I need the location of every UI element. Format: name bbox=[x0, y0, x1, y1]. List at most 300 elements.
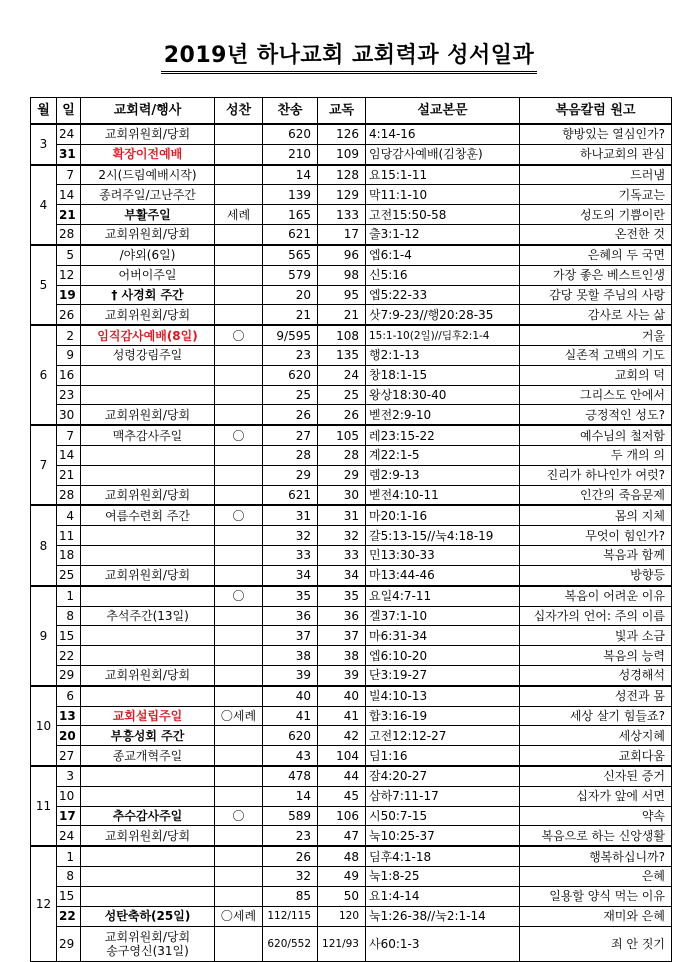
day-cell: 7 bbox=[57, 165, 81, 185]
hymn-cell: 29 bbox=[263, 465, 318, 485]
responsive-reading-cell: 104 bbox=[318, 746, 366, 766]
sermon-text-cell: 벧전2:9-10 bbox=[366, 405, 520, 425]
day-cell: 13 bbox=[57, 706, 81, 726]
day-cell: 16 bbox=[57, 365, 81, 385]
sermon-text-cell: 막11:1-10 bbox=[366, 185, 520, 205]
hymn-cell: 14 bbox=[263, 786, 318, 806]
column-title-cell: 빛과 소금 bbox=[520, 626, 672, 646]
day-cell: 23 bbox=[57, 385, 81, 405]
responsive-reading-cell: 31 bbox=[318, 505, 366, 525]
day-cell: 21 bbox=[57, 465, 81, 485]
column-title-cell: 예수님의 철저함 bbox=[520, 425, 672, 445]
column-title-cell: 가장 좋은 베스트인생 bbox=[520, 265, 672, 285]
day-cell: 29 bbox=[57, 665, 81, 685]
hymn-cell: 43 bbox=[263, 746, 318, 766]
responsive-reading-cell: 41 bbox=[318, 706, 366, 726]
table-row bbox=[31, 446, 672, 466]
sermon-text-cell: 마6:31-34 bbox=[366, 626, 520, 646]
column-title-cell: 두 개의 의 bbox=[520, 446, 672, 466]
sermon-text-cell: 요1:4-14 bbox=[366, 886, 520, 906]
hymn-cell: 35 bbox=[263, 586, 318, 606]
event-cell: 추수감사주일 bbox=[81, 806, 215, 826]
sacrament-cell bbox=[215, 345, 263, 365]
sacrament-cell bbox=[215, 546, 263, 566]
event-cell bbox=[81, 365, 215, 385]
header-school: 교독 bbox=[318, 98, 366, 125]
day-cell: 10 bbox=[57, 786, 81, 806]
event-cell: 성탄축하(25일) bbox=[81, 906, 215, 926]
hymn-cell: 41 bbox=[263, 706, 318, 726]
responsive-reading-cell: 108 bbox=[318, 325, 366, 345]
hymn-cell: 620 bbox=[263, 124, 318, 144]
sacrament-cell bbox=[215, 124, 263, 144]
hymn-cell: 621 bbox=[263, 485, 318, 505]
day-cell: 25 bbox=[57, 565, 81, 585]
table-row bbox=[31, 646, 672, 666]
table-row bbox=[31, 786, 672, 806]
hymn-cell: 621 bbox=[263, 225, 318, 245]
responsive-reading-cell: 32 bbox=[318, 526, 366, 546]
day-cell: 20 bbox=[57, 726, 81, 746]
hymn-cell: 565 bbox=[263, 245, 318, 265]
responsive-reading-cell: 47 bbox=[318, 826, 366, 846]
hymn-cell: 23 bbox=[263, 826, 318, 846]
hymn-cell: 620 bbox=[263, 726, 318, 746]
column-title-cell: 성경해석 bbox=[520, 665, 672, 685]
event-cell: 종려주일/고난주간 bbox=[81, 185, 215, 205]
column-title-cell: 방향등 bbox=[520, 565, 672, 585]
table-row bbox=[31, 245, 672, 265]
column-title-cell: 드러냄 bbox=[520, 165, 672, 185]
sermon-text-cell: 임당감사예배(김창훈) bbox=[366, 144, 520, 164]
day-cell: 5 bbox=[57, 245, 81, 265]
column-title-cell: 성전과 몸 bbox=[520, 686, 672, 706]
sermon-text-cell: 딤1:16 bbox=[366, 746, 520, 766]
day-cell: 27 bbox=[57, 746, 81, 766]
day-cell: 28 bbox=[57, 485, 81, 505]
column-title-cell: 감사로 사는 삶 bbox=[520, 305, 672, 325]
sacrament-cell bbox=[215, 144, 263, 164]
event-cell: 교회위원회/당회 bbox=[81, 565, 215, 585]
day-cell: 8 bbox=[57, 606, 81, 626]
sermon-text-cell: 잠4:20-27 bbox=[366, 766, 520, 786]
table-row bbox=[31, 806, 672, 826]
responsive-reading-cell: 129 bbox=[318, 185, 366, 205]
sacrament-cell bbox=[215, 265, 263, 285]
day-cell: 15 bbox=[57, 626, 81, 646]
event-cell: 교회위원회/당회 bbox=[81, 225, 215, 245]
sermon-text-cell: 시50:7-15 bbox=[366, 806, 520, 826]
column-title-cell: 복음의 능력 bbox=[520, 646, 672, 666]
title-wrap bbox=[0, 42, 698, 74]
header-event: 교회력/행사 bbox=[81, 98, 215, 125]
day-cell: 1 bbox=[57, 586, 81, 606]
sermon-text-cell: 빌4:10-13 bbox=[366, 686, 520, 706]
sacrament-cell bbox=[215, 245, 263, 265]
responsive-reading-cell: 95 bbox=[318, 285, 366, 305]
table-row bbox=[31, 726, 672, 746]
hymn-cell: 579 bbox=[263, 265, 318, 285]
table-row bbox=[31, 686, 672, 706]
table-row bbox=[31, 144, 672, 164]
column-title-cell: 인간의 죽음문제 bbox=[520, 485, 672, 505]
event-cell: 교회위원회/당회 bbox=[81, 124, 215, 144]
sacrament-cell bbox=[215, 565, 263, 585]
month-cell: 8 bbox=[31, 505, 57, 585]
table-row bbox=[31, 886, 672, 906]
column-title-cell: 십자가 앞에 서면 bbox=[520, 786, 672, 806]
event-cell: 어버이주일 bbox=[81, 265, 215, 285]
column-title-cell: 그리스도 안에서 bbox=[520, 385, 672, 405]
sacrament-cell bbox=[215, 886, 263, 906]
sacrament-cell bbox=[215, 465, 263, 485]
hymn-cell: 39 bbox=[263, 665, 318, 685]
column-title-cell: 행복하십니까? bbox=[520, 846, 672, 866]
responsive-reading-cell: 106 bbox=[318, 806, 366, 826]
hymn-cell: 25 bbox=[263, 385, 318, 405]
sacrament-cell: 〇 bbox=[215, 505, 263, 525]
sermon-text-cell: 마20:1-16 bbox=[366, 505, 520, 525]
sacrament-cell bbox=[215, 726, 263, 746]
sermon-text-cell: 딤후4:1-18 bbox=[366, 846, 520, 866]
responsive-reading-cell: 17 bbox=[318, 225, 366, 245]
sermon-text-cell: 행2:1-13 bbox=[366, 345, 520, 365]
sacrament-cell bbox=[215, 225, 263, 245]
sermon-text-cell: 고전15:50-58 bbox=[366, 205, 520, 225]
header-sacrament: 성찬 bbox=[215, 98, 263, 125]
table-row bbox=[31, 565, 672, 585]
event-cell: 교회설립주일 bbox=[81, 706, 215, 726]
sermon-text-cell: 엡6:1-4 bbox=[366, 245, 520, 265]
sermon-text-cell: 레23:15-22 bbox=[366, 425, 520, 445]
sacrament-cell bbox=[215, 786, 263, 806]
table-row bbox=[31, 706, 672, 726]
responsive-reading-cell: 48 bbox=[318, 846, 366, 866]
column-title-cell: 일용할 양식 먹는 이유 bbox=[520, 886, 672, 906]
day-cell: 7 bbox=[57, 425, 81, 445]
event-cell: 교회위원회/당회 송구영신(31일) bbox=[81, 926, 215, 961]
sermon-text-cell: 합3:16-19 bbox=[366, 706, 520, 726]
responsive-reading-cell: 28 bbox=[318, 446, 366, 466]
hymn-cell: 210 bbox=[263, 144, 318, 164]
hymn-cell: 85 bbox=[263, 886, 318, 906]
sermon-text-cell: 눅1:8-25 bbox=[366, 867, 520, 887]
day-cell: 12 bbox=[57, 265, 81, 285]
table-row bbox=[31, 906, 672, 926]
event-cell bbox=[81, 446, 215, 466]
hymn-cell: 31 bbox=[263, 505, 318, 525]
column-title-cell: 온전한 것 bbox=[520, 225, 672, 245]
column-title-cell: 몸의 지체 bbox=[520, 505, 672, 525]
event-cell bbox=[81, 626, 215, 646]
event-cell: 추석주간(13일) bbox=[81, 606, 215, 626]
month-cell: 12 bbox=[31, 846, 57, 961]
sacrament-cell bbox=[215, 867, 263, 887]
day-cell: 6 bbox=[57, 686, 81, 706]
column-title-cell: 죄 안 짓기 bbox=[520, 926, 672, 961]
event-cell: 교회위원회/당회 bbox=[81, 405, 215, 425]
responsive-reading-cell: 45 bbox=[318, 786, 366, 806]
sacrament-cell bbox=[215, 646, 263, 666]
day-cell: 3 bbox=[57, 766, 81, 786]
column-title-cell: 약속 bbox=[520, 806, 672, 826]
table-row bbox=[31, 665, 672, 685]
sermon-text-cell: 계22:1-5 bbox=[366, 446, 520, 466]
table-row bbox=[31, 465, 672, 485]
table-row bbox=[31, 867, 672, 887]
event-cell bbox=[81, 786, 215, 806]
day-cell: 14 bbox=[57, 446, 81, 466]
column-title-cell: 진리가 하나인가 여럿? bbox=[520, 465, 672, 485]
day-cell: 4 bbox=[57, 505, 81, 525]
sermon-text-cell: 눅10:25-37 bbox=[366, 826, 520, 846]
event-cell: 맥추감사주일 bbox=[81, 425, 215, 445]
sacrament-cell bbox=[215, 746, 263, 766]
sacrament-cell bbox=[215, 846, 263, 866]
sermon-text-cell: 고전12:12-27 bbox=[366, 726, 520, 746]
sermon-text-cell: 삼하7:11-17 bbox=[366, 786, 520, 806]
sacrament-cell bbox=[215, 446, 263, 466]
table-row bbox=[31, 345, 672, 365]
day-cell: 22 bbox=[57, 646, 81, 666]
event-cell bbox=[81, 526, 215, 546]
event-cell: † 사경회 주간 bbox=[81, 285, 215, 305]
sermon-text-cell: 단3:19-27 bbox=[366, 665, 520, 685]
sacrament-cell: 〇 bbox=[215, 586, 263, 606]
table-row bbox=[31, 526, 672, 546]
hymn-cell: 26 bbox=[263, 846, 318, 866]
responsive-reading-cell: 42 bbox=[318, 726, 366, 746]
responsive-reading-cell: 44 bbox=[318, 766, 366, 786]
sermon-text-cell: 출3:1-12 bbox=[366, 225, 520, 245]
sacrament-cell bbox=[215, 526, 263, 546]
column-title-cell: 성도의 기쁨이란 bbox=[520, 205, 672, 225]
responsive-reading-cell: 98 bbox=[318, 265, 366, 285]
responsive-reading-cell: 33 bbox=[318, 546, 366, 566]
day-cell: 19 bbox=[57, 285, 81, 305]
hymn-cell: 112/115 bbox=[263, 906, 318, 926]
hymn-cell: 28 bbox=[263, 446, 318, 466]
sacrament-cell: 〇 bbox=[215, 806, 263, 826]
hymn-cell: 38 bbox=[263, 646, 318, 666]
day-cell: 11 bbox=[57, 526, 81, 546]
hymn-cell: 32 bbox=[263, 867, 318, 887]
month-cell: 4 bbox=[31, 165, 57, 245]
responsive-reading-cell: 50 bbox=[318, 886, 366, 906]
hymn-cell: 165 bbox=[263, 205, 318, 225]
sermon-text-cell: 마13:44-46 bbox=[366, 565, 520, 585]
hymn-cell: 478 bbox=[263, 766, 318, 786]
month-cell: 6 bbox=[31, 325, 57, 425]
day-cell: 21 bbox=[57, 205, 81, 225]
hymn-cell: 32 bbox=[263, 526, 318, 546]
event-cell bbox=[81, 766, 215, 786]
table-row bbox=[31, 826, 672, 846]
sermon-text-cell: 엡6:10-20 bbox=[366, 646, 520, 666]
column-title-cell: 은혜의 두 국면 bbox=[520, 245, 672, 265]
table-row bbox=[31, 485, 672, 505]
sermon-text-cell: 15:1-10(2일)//딤후2:1-4 bbox=[366, 325, 520, 345]
table-row bbox=[31, 546, 672, 566]
day-cell: 28 bbox=[57, 225, 81, 245]
column-title-cell: 거울 bbox=[520, 325, 672, 345]
event-cell bbox=[81, 646, 215, 666]
sacrament-cell bbox=[215, 485, 263, 505]
sermon-text-cell: 사60:1-3 bbox=[366, 926, 520, 961]
event-cell bbox=[81, 867, 215, 887]
sacrament-cell bbox=[215, 606, 263, 626]
day-cell: 30 bbox=[57, 405, 81, 425]
responsive-reading-cell: 26 bbox=[318, 405, 366, 425]
event-cell: 부활주일 bbox=[81, 205, 215, 225]
sacrament-cell bbox=[215, 405, 263, 425]
table-row bbox=[31, 746, 672, 766]
column-title-cell: 신자된 증거 bbox=[520, 766, 672, 786]
sermon-text-cell: 창18:1-15 bbox=[366, 365, 520, 385]
event-cell: 임직감사예배(8일) bbox=[81, 325, 215, 345]
sermon-text-cell: 4:14-16 bbox=[366, 124, 520, 144]
month-cell: 9 bbox=[31, 586, 57, 686]
sermon-text-cell: 왕상18:30-40 bbox=[366, 385, 520, 405]
table-row bbox=[31, 586, 672, 606]
hymn-cell: 36 bbox=[263, 606, 318, 626]
responsive-reading-cell: 96 bbox=[318, 245, 366, 265]
column-title-cell: 복음으로 하는 신앙생활 bbox=[520, 826, 672, 846]
sacrament-cell: 세례 bbox=[215, 205, 263, 225]
event-cell: 교회위원회/당회 bbox=[81, 665, 215, 685]
column-title-cell: 복음이 어려운 이유 bbox=[520, 586, 672, 606]
event-cell bbox=[81, 465, 215, 485]
responsive-reading-cell: 135 bbox=[318, 345, 366, 365]
day-cell: 18 bbox=[57, 546, 81, 566]
responsive-reading-cell: 49 bbox=[318, 867, 366, 887]
column-title-cell: 교회의 덕 bbox=[520, 365, 672, 385]
day-cell: 22 bbox=[57, 906, 81, 926]
event-cell: 여름수련회 주간 bbox=[81, 505, 215, 525]
hymn-cell: 40 bbox=[263, 686, 318, 706]
sacrament-cell bbox=[215, 305, 263, 325]
day-cell: 15 bbox=[57, 886, 81, 906]
day-cell: 9 bbox=[57, 345, 81, 365]
sermon-text-cell: 갈5:13-15//눅4:18-19 bbox=[366, 526, 520, 546]
hymn-cell: 9/595 bbox=[263, 325, 318, 345]
column-title-cell: 무엇이 힘인가? bbox=[520, 526, 672, 546]
responsive-reading-cell: 120 bbox=[318, 906, 366, 926]
month-cell: 11 bbox=[31, 766, 57, 846]
sermon-text-cell: 눅1:26-38//눅2:1-14 bbox=[366, 906, 520, 926]
hymn-cell: 21 bbox=[263, 305, 318, 325]
table-row bbox=[31, 325, 672, 345]
responsive-reading-cell: 25 bbox=[318, 385, 366, 405]
sacrament-cell bbox=[215, 385, 263, 405]
sermon-text-cell: 렘2:9-13 bbox=[366, 465, 520, 485]
responsive-reading-cell: 21 bbox=[318, 305, 366, 325]
responsive-reading-cell: 37 bbox=[318, 626, 366, 646]
responsive-reading-cell: 30 bbox=[318, 485, 366, 505]
responsive-reading-cell: 35 bbox=[318, 586, 366, 606]
table-row bbox=[31, 846, 672, 866]
sermon-text-cell: 민13:30-33 bbox=[366, 546, 520, 566]
responsive-reading-cell: 126 bbox=[318, 124, 366, 144]
event-cell: 확장이전예배 bbox=[81, 144, 215, 164]
event-cell: 교회위원회/당회 bbox=[81, 826, 215, 846]
table-row bbox=[31, 405, 672, 425]
responsive-reading-cell: 34 bbox=[318, 565, 366, 585]
table-row bbox=[31, 766, 672, 786]
event-cell bbox=[81, 546, 215, 566]
column-title-cell: 기독교는 bbox=[520, 185, 672, 205]
hymn-cell: 589 bbox=[263, 806, 318, 826]
day-cell: 29 bbox=[57, 926, 81, 961]
table-row bbox=[31, 926, 672, 961]
sacrament-cell bbox=[215, 926, 263, 961]
table-row bbox=[31, 205, 672, 225]
hymn-cell: 37 bbox=[263, 626, 318, 646]
header-column: 복음칼럼 원고 bbox=[520, 98, 672, 125]
responsive-reading-cell: 105 bbox=[318, 425, 366, 445]
table-row bbox=[31, 165, 672, 185]
day-cell: 26 bbox=[57, 305, 81, 325]
event-cell: 성령강림주일 bbox=[81, 345, 215, 365]
day-cell: 17 bbox=[57, 806, 81, 826]
responsive-reading-cell: 121/93 bbox=[318, 926, 366, 961]
event-cell bbox=[81, 385, 215, 405]
sermon-text-cell: 삿7:9-23//행20:28-35 bbox=[366, 305, 520, 325]
sacrament-cell bbox=[215, 165, 263, 185]
table-row bbox=[31, 425, 672, 445]
calendar-body bbox=[31, 124, 672, 961]
sermon-text-cell: 요일4:7-11 bbox=[366, 586, 520, 606]
event-cell: 교회위원회/당회 bbox=[81, 485, 215, 505]
sacrament-cell: 〇세례 bbox=[215, 906, 263, 926]
responsive-reading-cell: 133 bbox=[318, 205, 366, 225]
event-cell: /야외(6일) bbox=[81, 245, 215, 265]
sacrament-cell bbox=[215, 626, 263, 646]
sacrament-cell bbox=[215, 365, 263, 385]
hymn-cell: 620/552 bbox=[263, 926, 318, 961]
month-cell: 10 bbox=[31, 686, 57, 766]
header-row bbox=[31, 98, 672, 125]
sacrament-cell: 〇 bbox=[215, 325, 263, 345]
column-title-cell: 향방있는 열심인가? bbox=[520, 124, 672, 144]
calendar-table bbox=[30, 97, 672, 962]
day-cell: 24 bbox=[57, 826, 81, 846]
header-month: 월 bbox=[31, 98, 57, 125]
hymn-cell: 23 bbox=[263, 345, 318, 365]
sermon-text-cell: 요15:1-11 bbox=[366, 165, 520, 185]
table-row bbox=[31, 265, 672, 285]
responsive-reading-cell: 24 bbox=[318, 365, 366, 385]
table-row bbox=[31, 124, 672, 144]
column-title-cell: 세상지혜 bbox=[520, 726, 672, 746]
sermon-text-cell: 겔37:1-10 bbox=[366, 606, 520, 626]
responsive-reading-cell: 40 bbox=[318, 686, 366, 706]
column-title-cell: 은혜 bbox=[520, 867, 672, 887]
responsive-reading-cell: 109 bbox=[318, 144, 366, 164]
hymn-cell: 14 bbox=[263, 165, 318, 185]
hymn-cell: 26 bbox=[263, 405, 318, 425]
sacrament-cell bbox=[215, 285, 263, 305]
table-row bbox=[31, 606, 672, 626]
sacrament-cell bbox=[215, 766, 263, 786]
event-cell: 부흥성회 주간 bbox=[81, 726, 215, 746]
responsive-reading-cell: 39 bbox=[318, 665, 366, 685]
responsive-reading-cell: 29 bbox=[318, 465, 366, 485]
column-title-cell: 감당 못할 주님의 사랑 bbox=[520, 285, 672, 305]
sacrament-cell: 〇 bbox=[215, 425, 263, 445]
hymn-cell: 34 bbox=[263, 565, 318, 585]
header-day: 일 bbox=[57, 98, 81, 125]
